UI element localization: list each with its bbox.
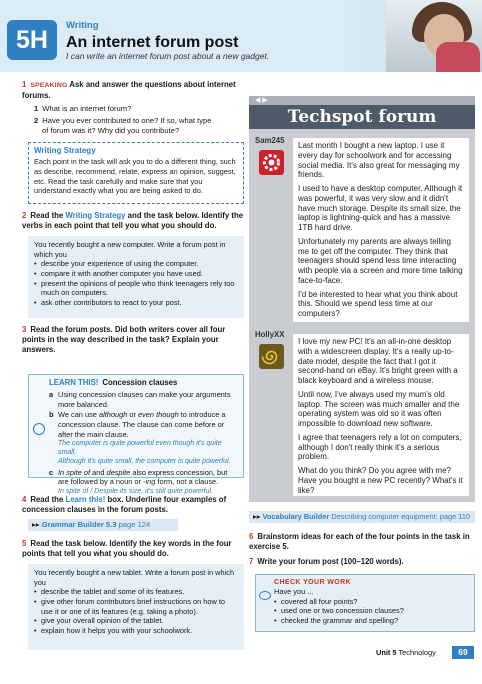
- task-intro: You recently bought a new computer. Write a forum post in which you: [34, 240, 226, 259]
- writing-strategy-box: [28, 142, 244, 204]
- strategy-title: Writing Strategy: [34, 146, 96, 155]
- check-intro: Have you ...: [274, 587, 314, 597]
- poster-name: HollyXX: [255, 330, 285, 339]
- check-item: • covered all four points?: [274, 597, 468, 607]
- forum-title: Techspot forum: [249, 105, 475, 129]
- vocabulary-builder-link[interactable]: ▸▸ Vocabulary Builder Describing computer equipment: page 110: [249, 511, 475, 523]
- task-point: • describe your experience of using the computer.: [34, 259, 238, 269]
- unit-header: [0, 0, 482, 72]
- grammar-builder-link[interactable]: ▸▸ Grammar Builder 5.3 page 124: [28, 519, 178, 531]
- check-item: • checked the grammar and spelling?: [274, 616, 468, 626]
- header-photo: [386, 0, 482, 72]
- speaking-label: SPEAKING: [30, 82, 68, 89]
- task-point: • ask other contributors to react to your post.: [34, 298, 238, 308]
- forum-post-holly: I love my new PC! It's an all-in-one desktop with a widescreen display. It's a really up-to-date model, despite the fact that I got it second-hand on eBay. It's bright green with a black keyboard and a wireless mouse. Until now, I've always used my mum's old laptop. The screen was much smaller and the operating system was old so it was often impossible to download new software. I agree that teenagers rely a lot on computers, although I don't really think it's a serious problem. What do you think? Do you agree with me? Have you bought a new PC recently? What's it like?: [293, 334, 469, 496]
- example-sentence: The computer is quite powerful even though it's quite small.: [58, 440, 222, 457]
- example-sentence: Although it's quite small, the computer is quite powerful.: [58, 458, 231, 466]
- task-box-tablet: [28, 564, 244, 650]
- learn-this-link[interactable]: Learn this!: [65, 495, 106, 504]
- task-point: • give your overall opinion of the tablet.: [34, 616, 238, 626]
- task-point: • present the opinions of people who think teenagers rely too much on computers.: [34, 279, 238, 298]
- example-sentence: In spite of / Despite its size, it's still quite powerful.: [58, 487, 214, 495]
- eye-icon: [259, 591, 271, 600]
- task-point: • compare it with another computer you have used.: [34, 269, 238, 279]
- exercise-instruction: Ask and answer the questions about internet forums.: [22, 80, 236, 100]
- task-point: • explain how it helps you with your schoolwork.: [34, 626, 238, 636]
- task-box-computer: [28, 236, 244, 318]
- question-2: 2 Have you ever contributed to one? If so, what type: [34, 115, 212, 125]
- forum-browser-bar: [249, 96, 475, 105]
- check-item: • used one or two concession clauses?: [274, 606, 468, 616]
- gear-avatar-icon: [259, 150, 284, 175]
- exercise-5: 5 Read the task below. Identify the key words in the four points that tell you what you should do.: [22, 539, 232, 559]
- page-footer: Unit 5 Technology: [376, 648, 436, 657]
- page-subtitle: I can write an internet forum post about a new gadget.: [66, 51, 270, 61]
- nav-arrows-icon[interactable]: ◀ ▶: [255, 97, 268, 104]
- learn-this-title: LEARN THIS! Concession clauses: [49, 378, 178, 387]
- page-title: An internet forum post: [66, 34, 239, 51]
- learn-this-box: [28, 374, 244, 495]
- check-your-work-box: [255, 574, 475, 632]
- exercise-7: 7 Write your forum post (100–120 words).: [249, 557, 404, 566]
- exercise-2: 2 Read the Writing Strategy and the task below. Identify the verbs in each point that tell you what you should do.: [22, 211, 244, 231]
- exercise-number: 1: [22, 80, 27, 89]
- arrow-icon: ▸▸: [32, 520, 42, 529]
- page-number: 69: [452, 646, 474, 659]
- spiral-avatar-icon: [259, 344, 284, 369]
- exercise-4: 4 Read the Learn this! box. Underline four examples of concession clauses in the forum posts.: [22, 495, 227, 515]
- lesson-badge: 5H: [7, 20, 57, 60]
- strategy-text: Each point in the task will ask you to do a different thing, such as describe, recommend, relate, express an opinion, suggest, etc. Read the task carefully and make sure that you understand exactly what you are being asked to do.: [34, 157, 236, 196]
- learn-point-a: a Using concession clauses can make your arguments more balanced.: [49, 390, 231, 409]
- task-point: • describe the tablet and some of its features.: [34, 587, 238, 597]
- forum-post-sam: Last month I bought a new laptop. I use it every day for schoolwork and for accessing social media. It's also great for messaging my friends. I used to have a desktop computer. Although it was powerful, it was very slow and it didn't have much storage. Despite its small size, the laptop is lightning-quick and has a massive 1TB hard drive. Unfortunately my parents are always telling me to get off the computer. They think that teenagers should spend less time interacting with people via a screen and more time talking face-to-face. I'd be interested to hear what you think about this. Should we spend less time at our computers?: [293, 138, 469, 322]
- writing-strategy-link[interactable]: Writing Strategy: [65, 211, 126, 220]
- lightbulb-icon: [33, 423, 45, 435]
- exercise-1: [22, 80, 244, 136]
- learn-point-b: b We can use although or even though to introduce a concession clause. The clause can come before or after the main clause. The computer is quite powerful even though it's quite small. Although it's quite small, the computer is quite powerful.: [49, 410, 237, 466]
- task-intro: You recently bought a new tablet. Write a forum post in which you: [34, 568, 235, 587]
- exercise-6: 6 Brainstorm ideas for each of the four points in the task in exercise 5.: [249, 532, 470, 552]
- task-point: • give other forum contributors brief instructions on how to use it or one of its features (e.g. taking a photo).: [34, 597, 238, 616]
- lesson-kicker: Writing: [66, 20, 99, 31]
- forum-panel: [249, 96, 475, 502]
- check-title: CHECK YOUR WORK: [274, 579, 352, 586]
- poster-name: Sam245: [255, 136, 285, 145]
- learn-point-c: c In spite of and despite also express concession, but are followed by a noun or -ing form, not a clause. In spite of / Despite its size, it's still quite powerful.: [49, 468, 237, 496]
- question-1: 1 What is an internet forum?: [34, 103, 132, 113]
- arrow-icon: ▸▸: [253, 512, 263, 521]
- question-2-cont: of forum was it? Why did you contribute?: [42, 125, 180, 135]
- exercise-3: 3 Read the forum posts. Did both writers cover all four points in the way described in the task? Explain your answers.: [22, 325, 226, 355]
